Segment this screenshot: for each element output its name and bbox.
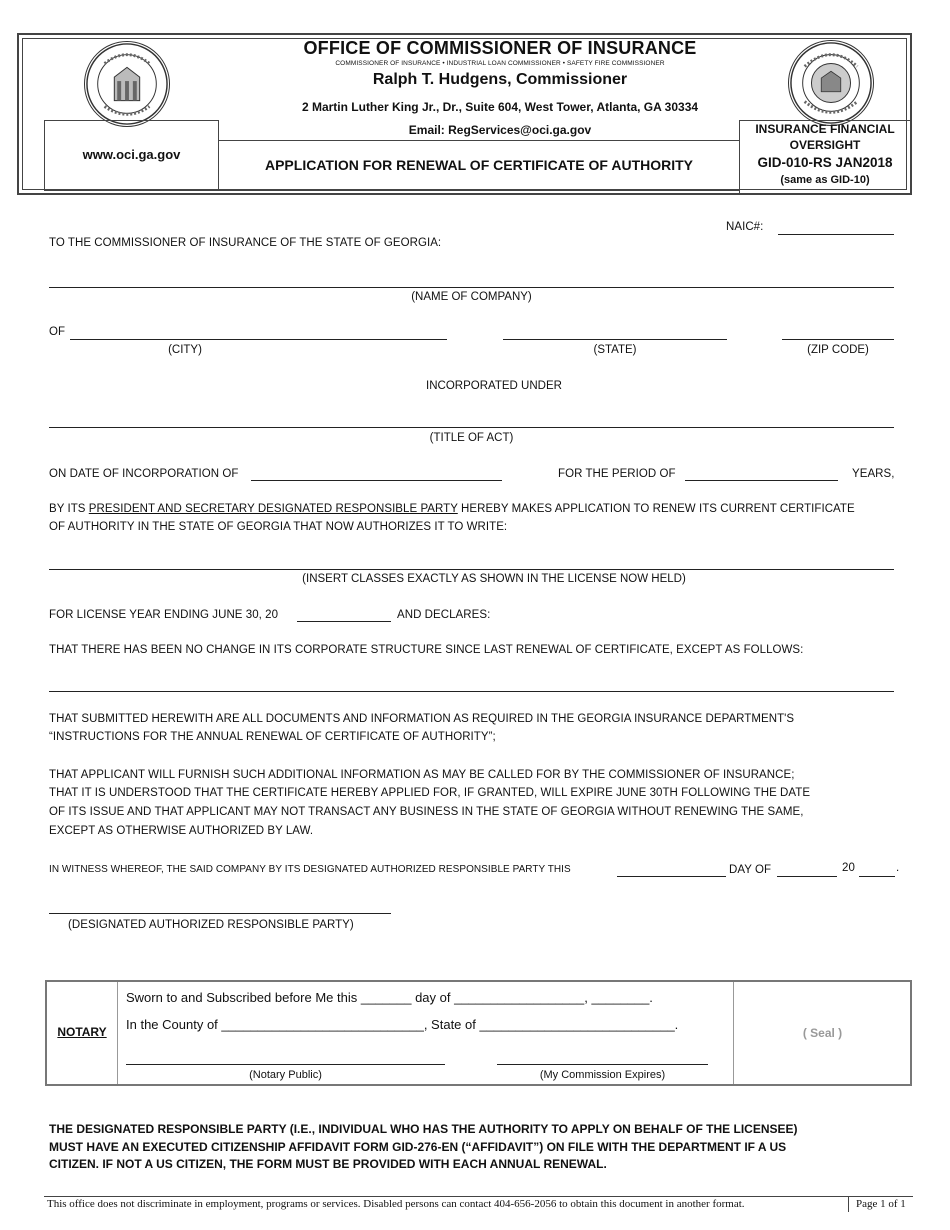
- page-number: Page 1 of 1: [856, 1198, 906, 1210]
- state-field[interactable]: [503, 339, 727, 340]
- by-its-text: BY ITS: [49, 503, 89, 515]
- form-id-note: (same as GID-10): [780, 174, 870, 186]
- zip-code-caption: (ZIP CODE): [807, 344, 869, 356]
- incorporated-under-text: INCORPORATED UNDER: [426, 380, 562, 392]
- submitted-line-1: THAT SUBMITTED HEREWITH ARE ALL DOCUMENTS AND INFORMATION AS REQUIRED IN THE GEORGIA INSURANCE DEPARTMENT'S: [49, 713, 795, 725]
- form-box-division-2: OVERSIGHT: [789, 138, 861, 152]
- citizenship-notice: [49, 1121, 917, 1174]
- notary-divider-right: [733, 982, 734, 1084]
- office-title: OFFICE OF COMMISSIONER OF INSURANCE: [303, 38, 697, 58]
- license-year-field[interactable]: [297, 621, 391, 622]
- state-caption: (STATE): [593, 344, 637, 356]
- insert-classes-caption: (INSERT CLASSES EXACTLY AS SHOWN IN THE LICENSE NOW HELD): [302, 573, 686, 585]
- witness-text: IN WITNESS WHEREOF, THE SAID COMPANY BY ITS DESIGNATED AUTHORIZED RESPONSIBLE PARTY THIS: [49, 864, 571, 875]
- office-subtitle: COMMISSIONER OF INSURANCE • INDUSTRIAL LOAN COMMISSIONER • SAFETY FIRE COMMISSIONER: [335, 60, 665, 67]
- furnish-line-3: OF ITS ISSUE AND THAT APPLICANT MAY NOT TRANSACT ANY BUSINESS IN THE STATE OF GEORGIA WITHOUT RENEWING THE SAME,: [49, 806, 804, 818]
- naic-field[interactable]: [778, 234, 894, 235]
- form-box-division: INSURANCE FINANCIAL: [755, 122, 895, 136]
- furnish-line-1: THAT APPLICANT WILL FURNISH SUCH ADDITIONAL INFORMATION AS MAY BE CALLED FOR BY THE COMMISSIONER OF INSURANCE;: [49, 769, 795, 781]
- classes-field[interactable]: [49, 569, 894, 570]
- company-name-field[interactable]: [49, 287, 894, 288]
- designated-party-caption: (DESIGNATED AUTHORIZED RESPONSIBLE PARTY): [68, 919, 354, 931]
- title-of-act-caption: (TITLE OF ACT): [429, 432, 514, 444]
- commission-expires-field[interactable]: [497, 1064, 708, 1065]
- date-of-incorporation-label: ON DATE OF INCORPORATION OF: [49, 468, 239, 480]
- period-years-field[interactable]: [685, 480, 838, 481]
- commissioner-name: Ralph T. Hudgens, Commissioner: [372, 71, 628, 88]
- notary-divider-left: [117, 982, 118, 1084]
- zip-code-field[interactable]: [782, 339, 894, 340]
- responsible-party-text: PRESIDENT AND SECRETARY DESIGNATED RESPONSIBLE PARTY: [88, 503, 458, 515]
- footer-notice: This office does not discriminate in employment, programs or services. Disabled persons can contact 404-656-2056 to obtain this document in another format.: [47, 1198, 745, 1210]
- citizenship-line-2: MUST HAVE AN EXECUTED CITIZENSHIP AFFIDAVIT FORM GID-276-EN (“AFFIDAVIT”) ON FILE WITH THE DEPARTMENT IF A US: [49, 1139, 787, 1154]
- naic-label: NAIC#:: [726, 221, 764, 233]
- date-of-incorporation-field[interactable]: [251, 480, 502, 481]
- notary-public-caption: (Notary Public): [249, 1069, 322, 1081]
- office-email: Email: RegServices@oci.ga.gov: [408, 123, 592, 137]
- witness-year-field[interactable]: [859, 876, 895, 877]
- witness-end: .: [896, 862, 900, 874]
- furnish-line-4: EXCEPT AS OTHERWISE AUTHORIZED BY LAW.: [49, 825, 314, 837]
- citizenship-line-3: CITIZEN. IF NOT A US CITIZEN, THE FORM MUST BE PROVIDED WITH EACH ANNUAL RENEWAL.: [49, 1157, 607, 1171]
- form-id: GID-010-RS JAN2018: [757, 155, 893, 170]
- of-label: OF: [49, 326, 66, 338]
- years-label: YEARS,: [852, 468, 895, 480]
- citizenship-line-1: THE DESIGNATED RESPONSIBLE PARTY (I.E., INDIVIDUAL WHO HAS THE AUTHORITY TO APPLY ON BEHALF OF THE LICENSEE): [49, 1122, 798, 1136]
- notary-county-line[interactable]: In the County of ____________________________, State of ___________________________.: [126, 1017, 679, 1032]
- application-statement-line2: OF AUTHORITY IN THE STATE OF GEORGIA THAT NOW AUTHORIZES IT TO WRITE:: [49, 521, 508, 533]
- notary-label: NOTARY: [57, 1025, 107, 1039]
- office-address: 2 Martin Luther King Jr., Dr., Suite 604, West Tower, Atlanta, GA 30334: [301, 100, 699, 114]
- commission-expires-caption: (My Commission Expires): [539, 1069, 666, 1081]
- application-statement: [49, 503, 855, 515]
- witness-day-label: DAY OF: [729, 864, 772, 876]
- witness-day-field[interactable]: [617, 876, 726, 877]
- no-change-text: THAT THERE HAS BEEN NO CHANGE IN ITS CORPORATE STRUCTURE SINCE LAST RENEWAL OF CERTIFICATE, EXCEPT AS FOLLOWS:: [49, 644, 804, 656]
- renew-text: HEREBY MAKES APPLICATION TO RENEW ITS CURRENT CERTIFICATE: [457, 503, 855, 515]
- notary-seal-placeholder: ( Seal ): [802, 1026, 843, 1040]
- name-of-company-caption: (NAME OF COMPANY): [411, 291, 532, 303]
- submitted-line-2: “INSTRUCTIONS FOR THE ANNUAL RENEWAL OF CERTIFICATE OF AUTHORITY”;: [49, 731, 496, 743]
- georgia-state-seal-icon: [84, 41, 170, 127]
- and-declares-text: AND DECLARES:: [397, 609, 491, 621]
- license-year-label: FOR LICENSE YEAR ENDING JUNE 30, 20: [49, 609, 279, 621]
- notary-sworn-line[interactable]: Sworn to and Subscribed before Me this _______ day of __________________, ________.: [126, 990, 653, 1005]
- period-label: FOR THE PERIOD OF: [558, 468, 676, 480]
- designated-party-signature-field[interactable]: [49, 913, 391, 914]
- application-title: APPLICATION FOR RENEWAL OF CERTIFICATE OF AUTHORITY: [264, 157, 694, 173]
- exceptions-field[interactable]: [49, 691, 894, 692]
- title-of-act-field[interactable]: [49, 427, 894, 428]
- to-commissioner-text: TO THE COMMISSIONER OF INSURANCE OF THE STATE OF GEORGIA:: [49, 237, 442, 249]
- furnish-line-2: THAT IT IS UNDERSTOOD THAT THE CERTIFICATE HEREBY APPLIED FOR, IF GRANTED, WILL EXPIRE JUNE 30TH FOLLOWING THE DATE: [49, 787, 811, 799]
- notary-public-signature-field[interactable]: [126, 1064, 445, 1065]
- insurance-commissioner-seal-icon: [788, 40, 874, 126]
- footer-separator: [848, 1196, 849, 1212]
- footer-rule: [44, 1196, 913, 1197]
- city-field[interactable]: [70, 339, 447, 340]
- website-link[interactable]: www.oci.ga.gov: [82, 147, 181, 162]
- witness-month-field[interactable]: [777, 876, 837, 877]
- city-caption: (CITY): [168, 344, 202, 356]
- witness-year-prefix: 20: [842, 862, 855, 874]
